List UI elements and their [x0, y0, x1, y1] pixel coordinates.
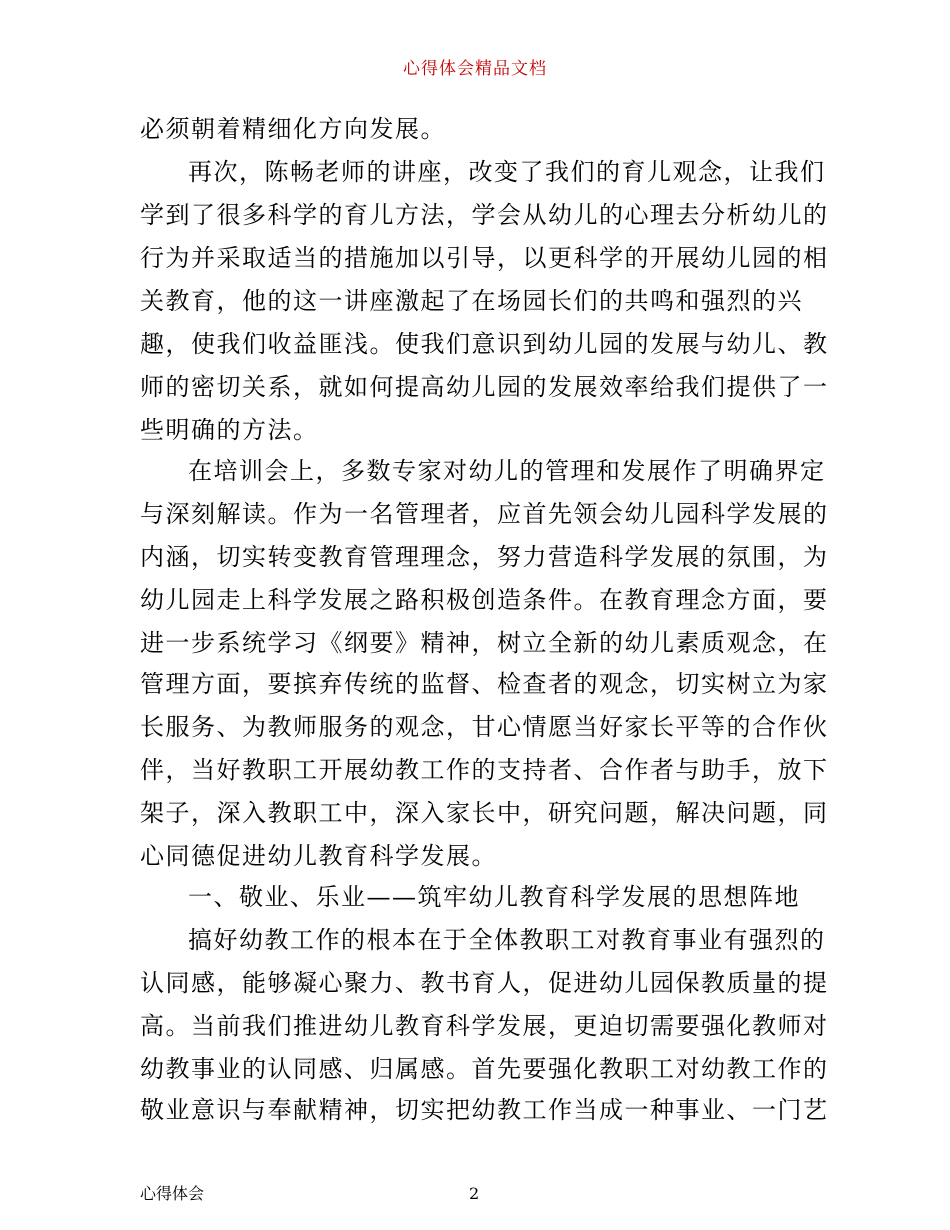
body-line: 伴，当好教职工开展幼教工作的支持者、合作者与助手，放下	[140, 756, 829, 784]
body-line: 架子，深入教职工中，深入家长中，研究问题，解决问题，同	[140, 799, 829, 827]
body-line: 敬业意识与奉献精神，切实把幼教工作当成一种事业、一门艺	[140, 1096, 829, 1124]
page-number: 2	[469, 1184, 480, 1203]
body-line: 心同德促进幼儿教育科学发展。	[140, 842, 497, 870]
body-line: 再次，陈畅老师的讲座，改变了我们的育儿观念，让我们	[188, 158, 826, 186]
body-line: 关教育，他的这一讲座激起了在场园长们的共鸣和强烈的兴	[140, 287, 803, 315]
document-header-title: 心得体会精品文档	[403, 59, 547, 79]
body-line: 进一步系统学习《纲要》精神，树立全新的幼儿素质观念，在	[140, 629, 829, 657]
body-line: 管理方面，要摈弃传统的监督、检查者的观念，切实树立为家	[140, 670, 829, 698]
body-line: 师的密切关系，就如何提高幼儿园的发展效率给我们提供了一	[140, 373, 829, 401]
body-line: 与深刻解读。作为一名管理者，应首先领会幼儿园科学发展的	[140, 500, 829, 528]
body-line: 在培训会上，多数专家对幼儿的管理和发展作了明确界定	[188, 457, 826, 485]
body-line: 幼儿园走上科学发展之路积极创造条件。在教育理念方面，要	[140, 586, 829, 614]
body-line: 行为并采取适当的措施加以引导，以更科学的开展幼儿园的相	[140, 244, 829, 272]
section-heading: 一、敬业、乐业——筑牢幼儿教育科学发展的思想阵地	[188, 883, 800, 911]
body-line: 长服务、为教师服务的观念，甘心情愿当好家长平等的合作伙	[140, 713, 829, 741]
body-line: 内涵，切实转变教育管理理念，努力营造科学发展的氛围，为	[140, 543, 829, 571]
footer-label: 心得体会	[140, 1184, 205, 1203]
body-line: 趣，使我们收益匪浅。使我们意识到幼儿园的发展与幼儿、教	[140, 330, 829, 358]
body-line: 高。当前我们推进幼儿教育科学发展，更迫切需要强化教师对	[140, 1012, 829, 1040]
body-line: 必须朝着精细化方向发展。	[140, 115, 446, 143]
body-line: 学到了很多科学的育儿方法，学会从幼儿的心理去分析幼儿的	[140, 201, 829, 229]
body-line: 幼教事业的认同感、归属感。首先要强化教职工对幼教工作的	[140, 1055, 829, 1083]
body-line: 搞好幼教工作的根本在于全体教职工对教育事业有强烈的	[188, 926, 826, 954]
body-line: 些明确的方法。	[140, 416, 319, 444]
body-line: 认同感，能够凝心聚力、教书育人，促进幼儿园保教质量的提	[140, 969, 829, 997]
